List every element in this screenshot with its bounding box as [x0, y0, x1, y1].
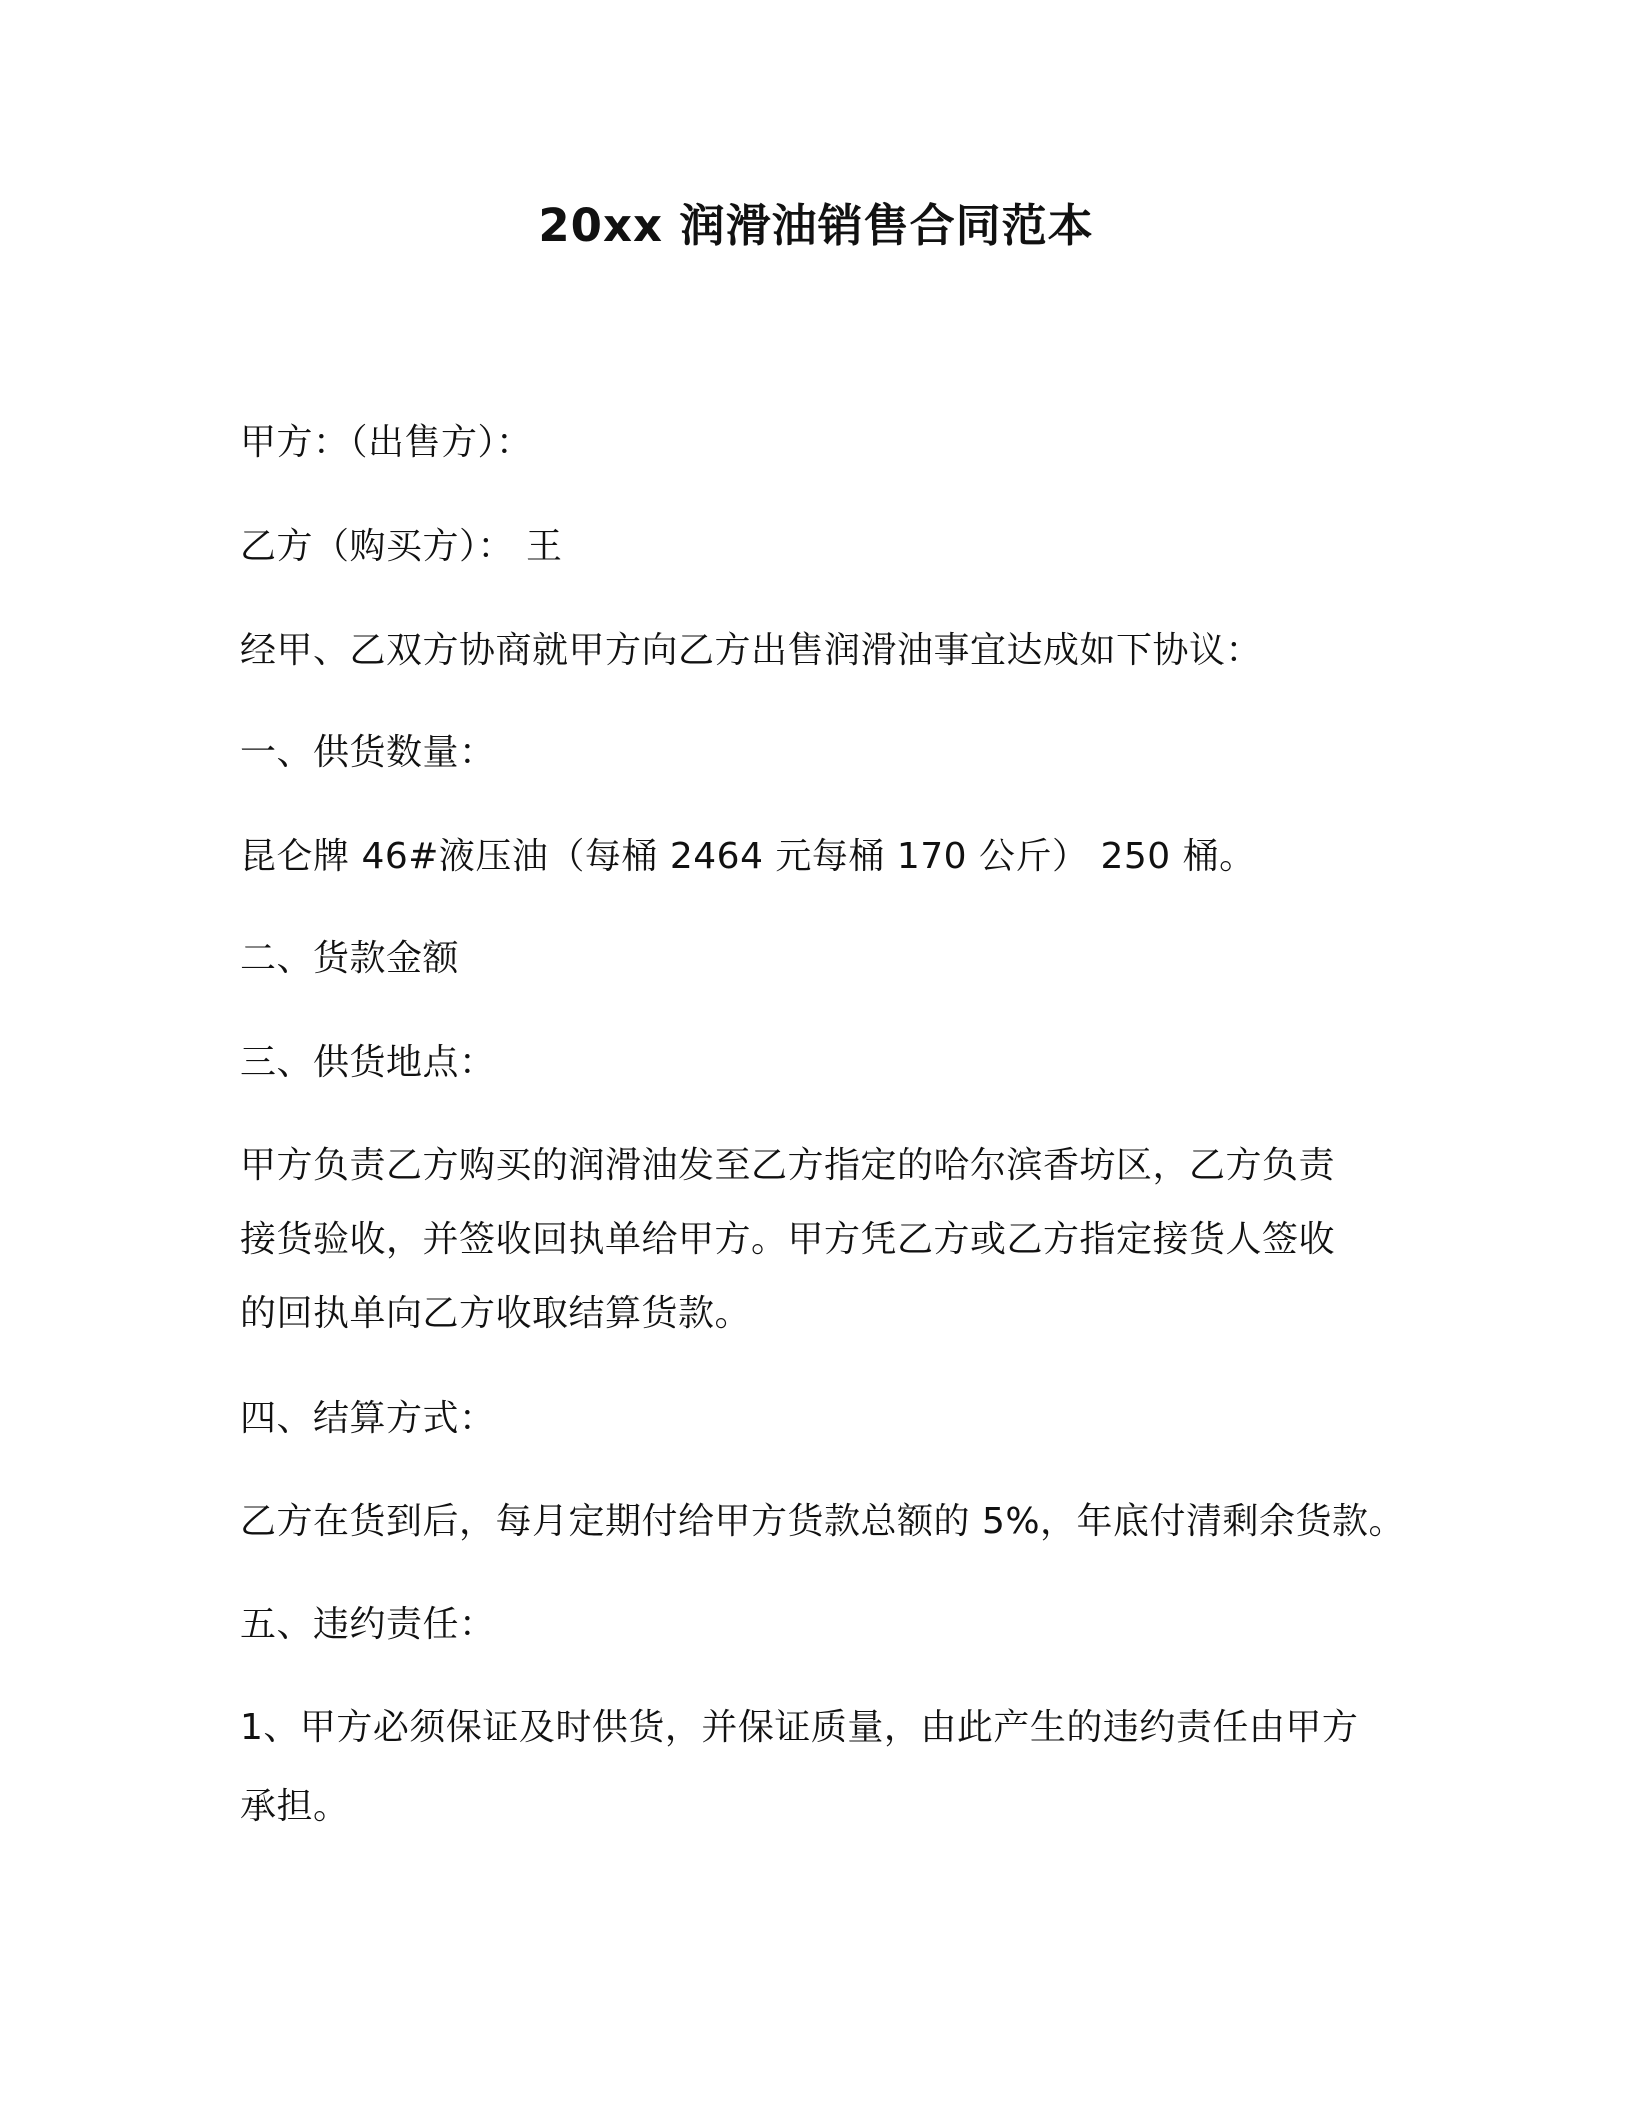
intro-paragraph: 经甲、乙双方协商就甲方向乙方出售润滑油事宜达成如下协议：	[240, 630, 1263, 671]
section-2-heading: 二、货款金额	[240, 938, 460, 979]
section-4-body: 乙方在货到后，每月定期付给甲方货款总额的 5%，年底付清剩余货款。	[240, 1501, 1406, 1542]
section-5-item-1-line-2: 承担。	[240, 1786, 350, 1827]
section-1-heading: 一、供货数量：	[240, 732, 496, 773]
section-1-body: 昆仑牌 46#液压油（每桶 2464 元每桶 170 公斤） 250 桶。	[240, 836, 1256, 877]
party-b-line: 乙方（购买方）： 王	[240, 526, 563, 567]
section-3-heading: 三、供货地点：	[240, 1042, 496, 1083]
section-5-heading: 五、违约责任：	[240, 1604, 496, 1645]
section-3-body-line-1: 甲方负责乙方购买的润滑油发至乙方指定的哈尔滨香坊区，乙方负责	[240, 1145, 1336, 1186]
document-title: 20xx 润滑油销售合同范本	[538, 199, 1094, 252]
section-4-heading: 四、结算方式：	[240, 1398, 496, 1439]
party-a-line: 甲方：（出售方）：	[240, 422, 533, 463]
section-3-body-line-3: 的回执单向乙方收取结算货款。	[240, 1293, 752, 1334]
section-5-item-1-line-1: 1、甲方必须保证及时供货，并保证质量，由此产生的违约责任由甲方	[240, 1707, 1359, 1748]
section-3-body-line-2: 接货验收，并签收回执单给甲方。甲方凭乙方或乙方指定接货人签收	[240, 1219, 1336, 1260]
